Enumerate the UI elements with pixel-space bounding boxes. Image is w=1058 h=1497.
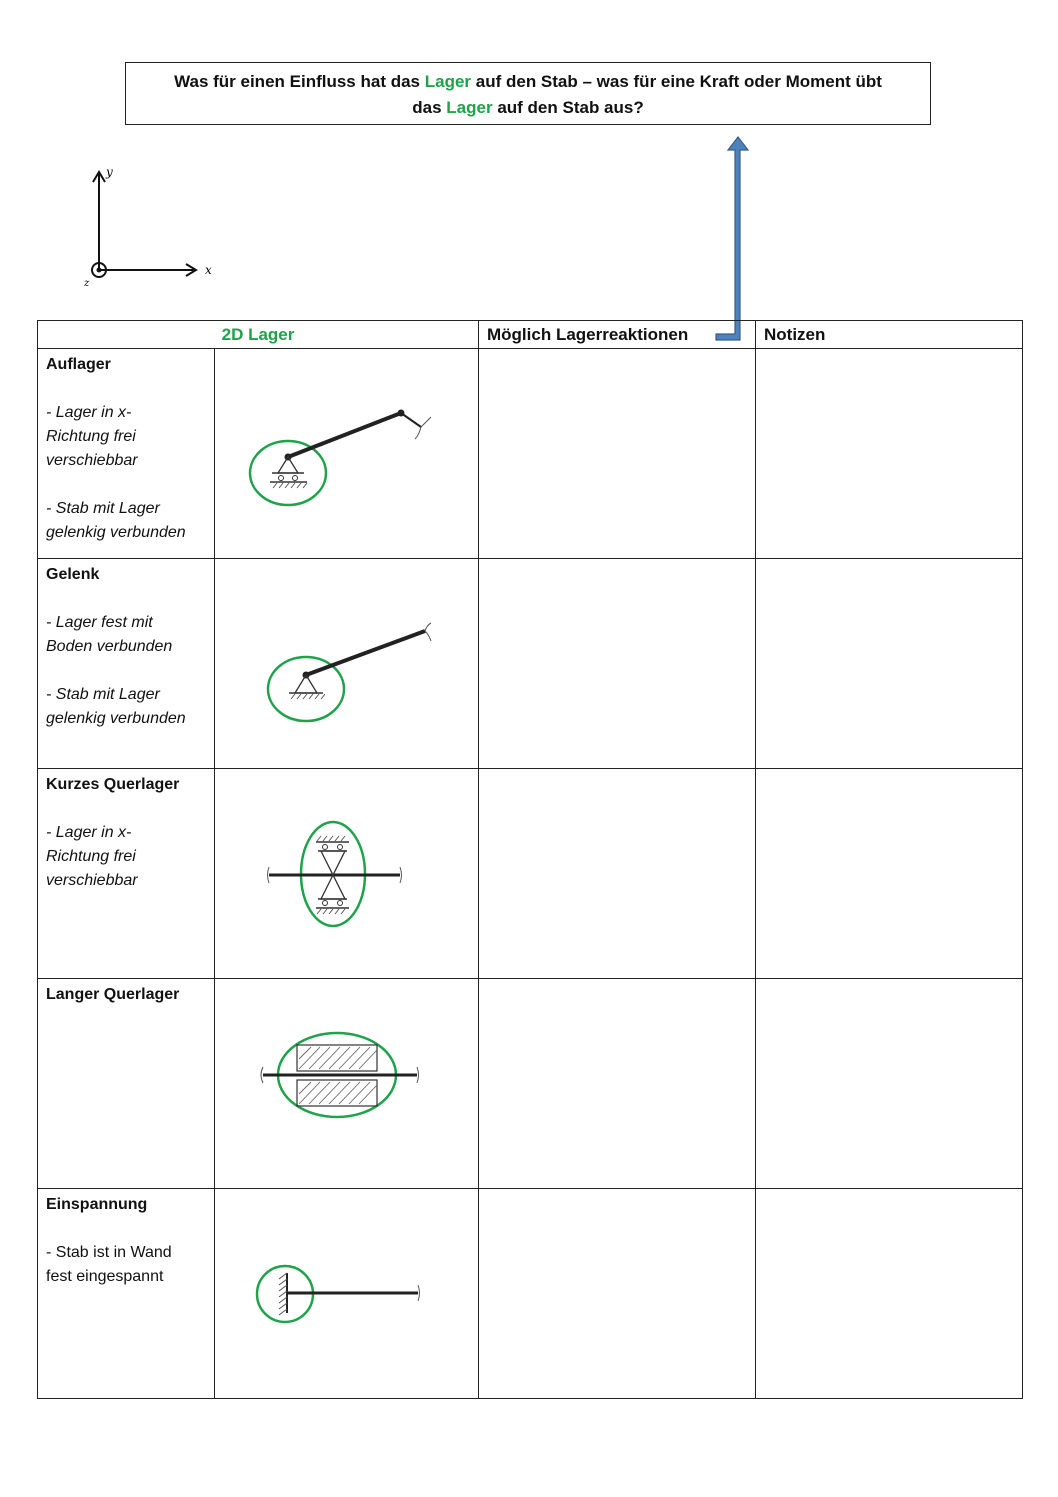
notes-cell[interactable] bbox=[756, 349, 1023, 559]
table-row bbox=[38, 769, 1023, 979]
row-description: verschiebbar bbox=[46, 872, 138, 889]
short-transverse-bearing-icon bbox=[215, 769, 479, 970]
row-description: fest eingespannt bbox=[46, 1268, 164, 1285]
row-description: - Lager fest mit bbox=[46, 614, 153, 631]
row-description: verschiebbar bbox=[46, 452, 138, 469]
notes-cell[interactable] bbox=[756, 559, 1023, 769]
pin-support-icon bbox=[215, 559, 479, 760]
header-reactions: Möglich Lagerreaktionen bbox=[479, 321, 756, 349]
x-axis-label: x bbox=[205, 263, 212, 277]
notes-cell[interactable] bbox=[756, 769, 1023, 979]
reactions-cell[interactable] bbox=[479, 979, 756, 1189]
label-cell bbox=[38, 349, 215, 559]
table-header-row bbox=[38, 321, 1023, 349]
row-title: Auflager bbox=[46, 356, 111, 373]
notes-cell[interactable] bbox=[756, 1189, 1023, 1399]
reactions-cell[interactable] bbox=[479, 349, 756, 559]
row-description: Richtung frei bbox=[46, 428, 136, 445]
row-description: Boden verbunden bbox=[46, 638, 173, 655]
table-row bbox=[38, 349, 1023, 559]
question-highlight: Lager bbox=[424, 72, 472, 91]
question-text: Was für einen Einfluss hat das bbox=[174, 72, 425, 91]
label-cell bbox=[38, 1189, 215, 1399]
row-description: - Stab mit Lager bbox=[46, 500, 160, 517]
reactions-cell[interactable] bbox=[479, 769, 756, 979]
question-text: auf den Stab – was für eine Kraft oder Moment übt bbox=[471, 72, 882, 91]
z-axis-label: z bbox=[84, 278, 90, 289]
header-2d-lager: 2D Lager bbox=[38, 321, 479, 349]
row-description: - Lager in x- bbox=[46, 404, 132, 421]
row-title: Gelenk bbox=[46, 566, 100, 583]
coordinate-system-icon bbox=[78, 160, 228, 290]
label-cell bbox=[38, 769, 215, 979]
y-axis-label: y bbox=[106, 165, 113, 179]
question-text: das bbox=[412, 98, 447, 117]
sketch-cell bbox=[215, 769, 479, 979]
sketch-cell bbox=[215, 349, 479, 559]
question-highlight: Lager bbox=[446, 98, 493, 117]
bearing-table bbox=[37, 320, 1023, 1399]
label-cell bbox=[38, 559, 215, 769]
row-description: gelenkig verbunden bbox=[46, 524, 186, 541]
row-title: Einspannung bbox=[46, 1196, 148, 1213]
sketch-cell bbox=[215, 979, 479, 1189]
row-title: Langer Querlager bbox=[46, 986, 180, 1003]
row-description: - Stab ist in Wand bbox=[46, 1244, 172, 1261]
sketch-cell bbox=[215, 559, 479, 769]
row-description: - Stab mit Lager bbox=[46, 686, 160, 703]
sketch-cell bbox=[215, 1189, 479, 1399]
row-description: gelenkig verbunden bbox=[46, 710, 186, 727]
table-row bbox=[38, 559, 1023, 769]
row-title: Kurzes Querlager bbox=[46, 776, 180, 793]
row-description: - Lager in x- bbox=[46, 824, 132, 841]
long-transverse-bearing-icon bbox=[215, 979, 479, 1180]
label-cell bbox=[38, 979, 215, 1189]
reactions-cell[interactable] bbox=[479, 559, 756, 769]
fixed-support-icon bbox=[215, 1189, 479, 1390]
table-row bbox=[38, 1189, 1023, 1399]
reactions-cell[interactable] bbox=[479, 1189, 756, 1399]
roller-support-icon bbox=[215, 349, 479, 550]
notes-cell[interactable] bbox=[756, 979, 1023, 1189]
question-text: auf den Stab aus? bbox=[492, 98, 644, 117]
header-notes: Notizen bbox=[756, 321, 1023, 349]
table-row bbox=[38, 979, 1023, 1189]
row-description: Richtung frei bbox=[46, 848, 136, 865]
